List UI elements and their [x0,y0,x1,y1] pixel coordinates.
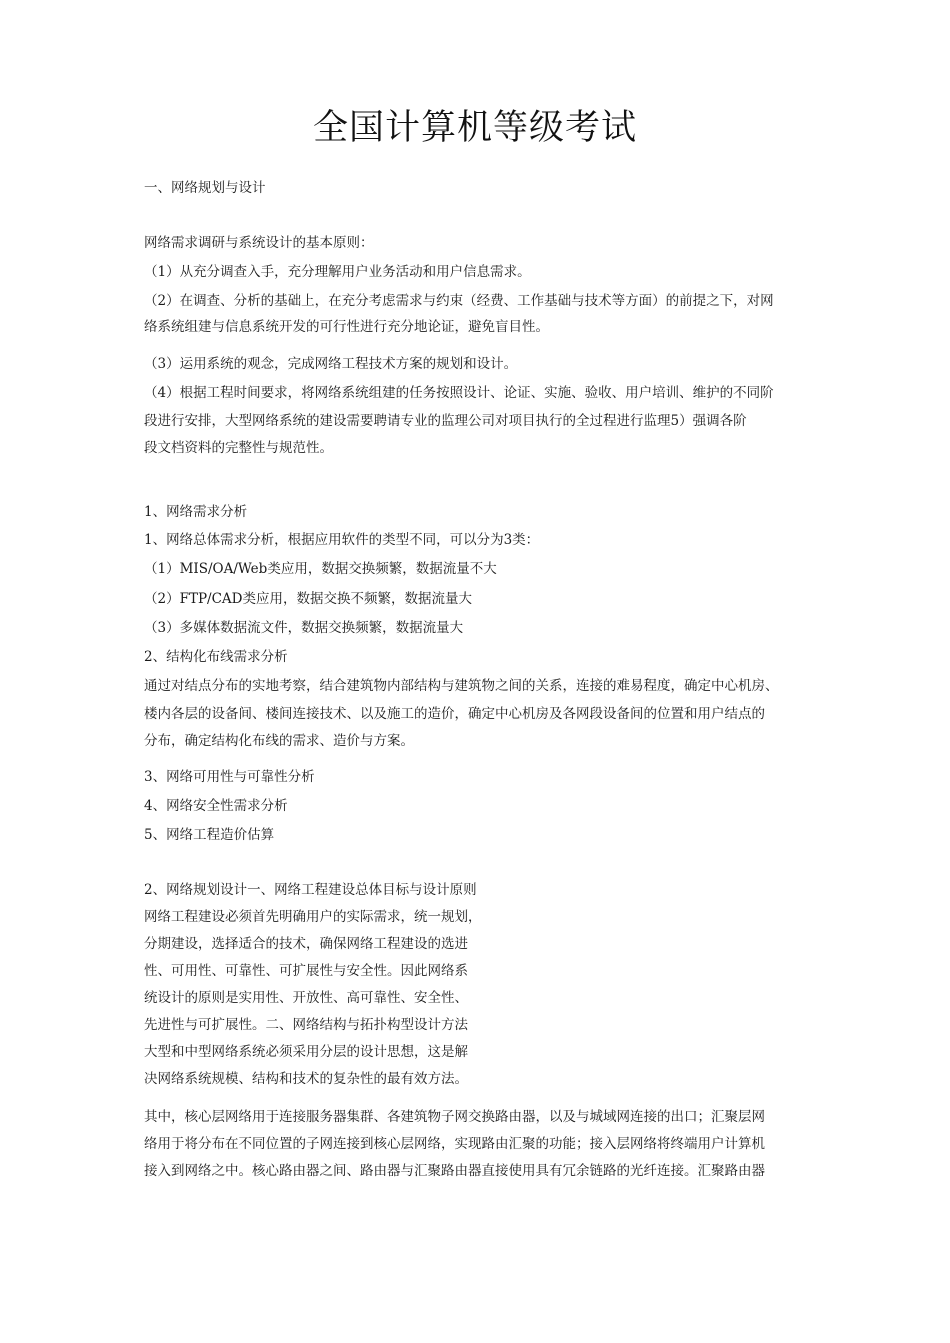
document-title: 全国计算机等级考试 [312,108,637,148]
layers-line-1: 其中，核心层网络用于连接服务器集群、各建筑物子网交换路由器，以及与城域网连接的出口；汇聚层网 [144,1109,765,1125]
analysis-item-1b: （2）FTP/CAD类应用，数据交换不频繁，数据流量大 [144,591,472,607]
planning-line-3: 分期建设，选择适合的技术，确保网络工程建设的选进 [144,936,468,952]
principle-3: （3）运用系统的观念，完成网络工程技术方案的规划和设计。 [144,356,518,372]
analysis-heading: 1、网络需求分析 [144,504,248,520]
planning-line-7: 大型和中型网络系统必须采用分层的设计思想，这是解 [144,1044,468,1060]
principle-4-line-3: 段文档资料的完整性与规范性。 [144,440,333,456]
principle-4-line-2: 段进行安排，大型网络系统的建设需要聘请专业的监理公司对项目执行的全过程进行监理5）强调各阶 [144,413,747,429]
analysis-item-2: 2、结构化布线需求分析 [144,649,288,665]
principle-2-line-2: 络系统组建与信息系统开发的可行性进行充分地论证，避免盲目性。 [144,319,549,335]
planning-line-1: 2、网络规划设计一、网络工程建设总体目标与设计原则 [144,882,477,898]
layers-line-2: 络用于将分布在不同位置的子网连接到核心层网络，实现路由汇聚的功能；接入层网络将终端用户计算机 [144,1136,765,1152]
analysis-item-5: 5、网络工程造价估算 [144,827,275,843]
principles-intro: 网络需求调研与系统设计的基本原则： [144,235,374,251]
planning-line-8: 决网络系统规模、结构和技术的复杂性的最有效方法。 [144,1071,468,1087]
planning-line-6: 先进性与可扩展性。二、网络结构与拓扑构型设计方法 [144,1017,468,1033]
planning-line-5: 统设计的原则是实用性、开放性、高可靠性、安全性、 [144,990,468,1006]
principle-4-line-1: （4）根据工程时间要求，将网络系统组建的任务按照设计、论证、实施、验收、用户培训、维护的不同阶 [144,385,774,401]
principle-2-line-1: （2）在调查、分析的基础上，在充分考虑需求与约束（经费、工作基础与技术等方面）的前提之下，对网 [144,293,774,309]
cabling-line-2: 楼内各层的设备间、楼间连接技术、以及施工的造价，确定中心机房及各网段设备间的位置和用户结点的 [144,706,765,722]
section-heading: 一、网络规划与设计 [144,180,266,196]
analysis-item-1a: （1）MIS/OA/Web类应用，数据交换频繁，数据流量不大 [144,561,497,577]
analysis-item-4: 4、网络安全性需求分析 [144,798,288,814]
planning-line-4: 性、可用性、可靠性、可扩展性与安全性。因此网络系 [144,963,468,979]
analysis-item-1c: （3）多媒体数据流文件，数据交换频繁，数据流量大 [144,620,464,636]
planning-line-2: 网络工程建设必须首先明确用户的实际需求，统一规划， [144,909,482,925]
principle-1: （1）从充分调查入手，充分理解用户业务活动和用户信息需求。 [144,264,531,280]
analysis-item-1: 1、网络总体需求分析，根据应用软件的类型不同，可以分为3类： [144,532,540,548]
cabling-line-1: 通过对结点分布的实地考察，结合建筑物内部结构与建筑物之间的关系，连接的难易程度，确定中心机房、 [144,678,779,694]
analysis-item-3: 3、网络可用性与可靠性分析 [144,769,315,785]
cabling-line-3: 分布，确定结构化布线的需求、造价与方案。 [144,733,414,749]
layers-line-3: 接入到网络之中。核心路由器之间、路由器与汇聚路由器直接使用具有冗余链路的光纤连接。汇聚路由器 [144,1163,765,1179]
